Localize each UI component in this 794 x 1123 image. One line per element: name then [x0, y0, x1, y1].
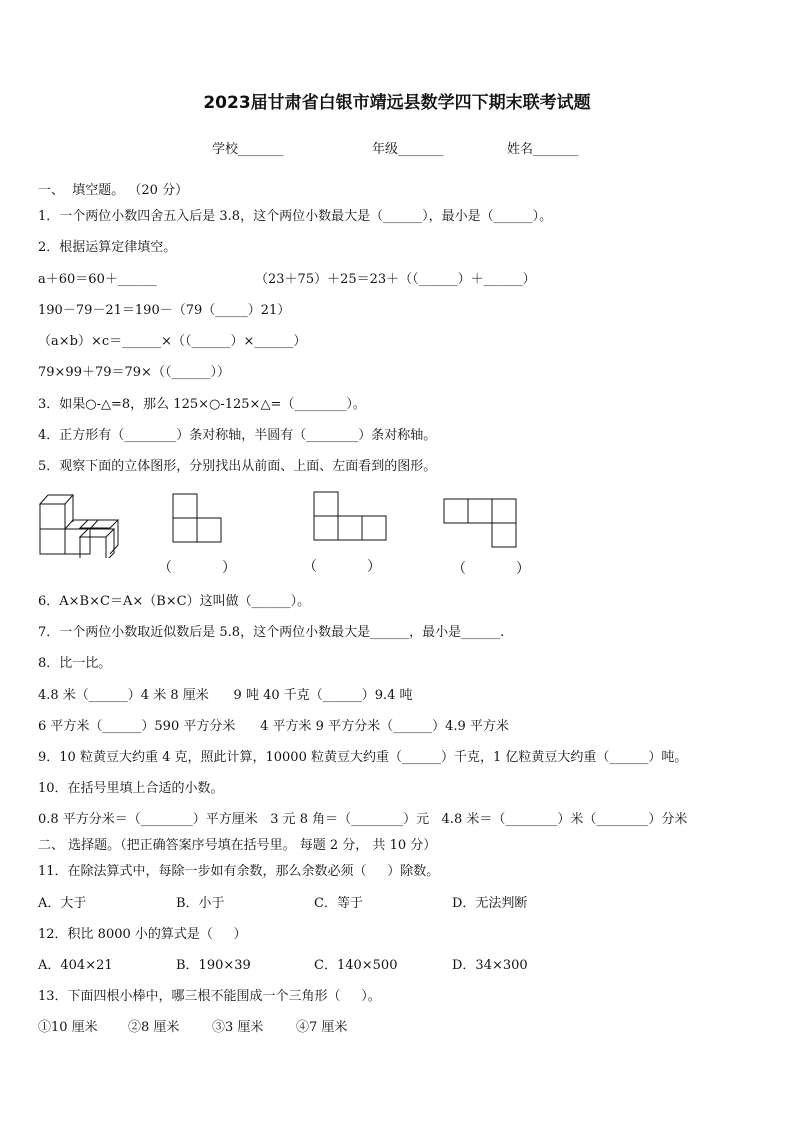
q12-option-b: B．190×39 — [176, 958, 251, 973]
question-2a: a＋60＝60＋______ — [38, 272, 157, 287]
grade-field[interactable]: 年级_______ — [372, 142, 444, 157]
question-7: 7．一个两位小数取近似数后是 5.8，这个两位小数最大是______，最小是______. — [38, 625, 505, 640]
question-9: 9．10 粒黄豆大约重 4 克，照此计算，10000 粒黄豆大约重（______）千克，1 亿粒黄豆大约重（______）吨。 — [38, 750, 688, 765]
question-5: 5．观察下面的立体图形，分别找出从前面、上面、左面看到的图形。 — [38, 459, 437, 474]
view-option-1 — [172, 493, 224, 545]
answer-paren-open-3: （ — [452, 561, 466, 577]
answer-paren-close-1: ） — [222, 560, 236, 576]
view-option-2 — [313, 491, 389, 543]
q11-option-c: C．等于 — [314, 896, 363, 911]
question-2d: （a×b）×c＝______×（（______）×______） — [38, 334, 307, 349]
q11-option-b: B．小于 — [176, 896, 225, 911]
q13-option-1: ①10 厘米 — [38, 1020, 98, 1035]
q13-option-3: ③3 厘米 — [212, 1020, 264, 1035]
name-field[interactable]: 姓名_______ — [507, 142, 579, 157]
q12-option-c: C．140×500 — [314, 958, 398, 973]
q12-option-a: A．404×21 — [38, 958, 113, 973]
question-8b: 6 平方米（______）590 平方分米 4 平方米 9 平方分米（______）4.9 平方米 — [38, 719, 509, 734]
question-2e: 79×99＋79＝79×（（______）） — [38, 365, 230, 380]
school-field[interactable]: 学校_______ — [212, 142, 284, 157]
q13-option-4: ④7 厘米 — [296, 1020, 348, 1035]
q12-option-d: D．34×300 — [452, 958, 528, 973]
view-option-3 — [443, 498, 519, 550]
answer-paren-open-1: （ — [158, 560, 172, 576]
question-12: 12．积比 8000 小的算式是（ ） — [38, 927, 247, 942]
question-10a: 0.8 平方分米＝（________）平方厘米 3 元 8 角＝（________）元 4.8 米＝（________）米（________）分米 — [38, 812, 688, 827]
answer-paren-close-3: ） — [516, 561, 530, 577]
question-2b: （23＋75）＋25＝23＋（（______）＋______） — [255, 272, 536, 287]
q11-option-d: D．无法判断 — [452, 896, 528, 911]
question-6: 6．A×B×C＝A×（B×C）这叫做（______）。 — [38, 594, 311, 609]
question-10: 10．在括号里填上合适的小数。 — [38, 781, 224, 796]
question-4: 4．正方形有（________）条对称轴，半圆有（________）条对称轴。 — [38, 428, 437, 443]
solid-figure — [36, 490, 126, 558]
answer-paren-close-2: ） — [367, 559, 381, 575]
question-11: 11．在除法算式中，每除一步如有余数，那么余数必须（ ）除数。 — [38, 864, 440, 879]
question-8: 8．比一比。 — [38, 656, 112, 671]
page-title: 2023届甘肃省白银市靖远县数学四下期末联考试题 — [203, 93, 591, 113]
question-8a: 4.8 米（______）4 米 8 厘米 9 吨 40 千克（______）9.4 吨 — [38, 688, 413, 703]
section-1-heading: 一、 填空题。 （20 分） — [38, 183, 189, 198]
section-2-heading: 二、 选择题。（把正确答案序号填在括号里。 每题 2 分， 共 10 分） — [38, 838, 437, 853]
question-3: 3．如果○-△=8，那么 125×○-125×△=（________）。 — [38, 397, 366, 412]
question-2: 2．根据运算定律填空。 — [38, 240, 177, 255]
question-13: 13．下面四根小棒中，哪三根不能围成一个三角形（ ）。 — [38, 989, 381, 1004]
q11-option-a: A．大于 — [38, 896, 87, 911]
question-1: 1．一个两位小数四舍五入后是 3.8，这个两位小数最大是（______），最小是（______）。 — [38, 209, 553, 224]
q13-option-2: ②8 厘米 — [128, 1020, 180, 1035]
answer-paren-open-2: （ — [303, 559, 317, 575]
question-2c: 190－79－21＝190－（79（_____）21） — [38, 303, 291, 318]
